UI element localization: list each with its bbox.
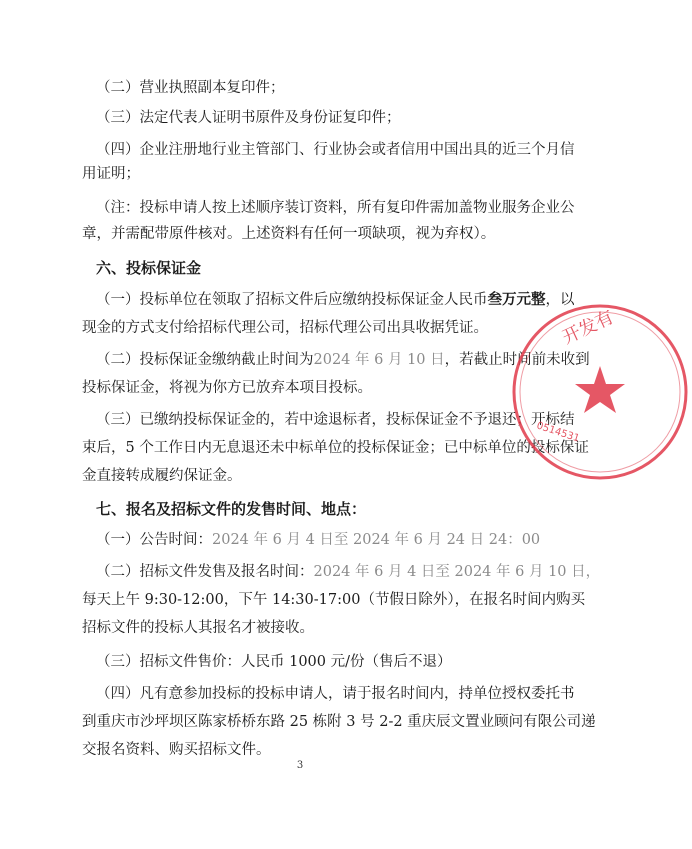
item-credit-certificate: （四）企业注册地行业主管部门、行业协会或者信用中国出具的近三个月信 [96,142,575,158]
deposit-item-2-text: （二）投标保证金缴纳截止时间为 [96,352,314,368]
deposit-item-3: （三）已缴纳投标保证金的，若中途退标者，投标保证金不予退还；开标结 [96,412,575,428]
svg-text:开发有: 开发有 [559,306,618,349]
company-seal [508,300,692,484]
deposit-item-1-tail: ，以 [545,292,575,308]
deposit-amount: 叁万元整 [487,291,546,308]
item-credit-certificate-cont: 用证明； [82,166,140,182]
sale-time-label: （二）招标文件发售及报名时间： [96,564,314,580]
deposit-item-3-cont2: 金直接转成履约保证金。 [82,468,242,484]
registration-item-2 [96,562,600,582]
item-legal-rep-certificate: （三）法定代表人证明书原件及身份证复印件； [96,110,401,126]
deposit-item-1-cont: 现金的方式支付给招标代理公司，招标代理公司出具收据凭证。 [82,320,488,336]
note-text-cont: 章，并需配带原件核对。上述资料有任何一项缺项，视为弃权）。 [82,226,496,242]
deposit-item-2-tail: ，若截止时间前未收到 [444,352,590,368]
deposit-item-2-cont: 投标保证金，将视为你方已放弃本项目投标。 [82,380,372,396]
registration-item-3: （三）招标文件售价：人民币 1000 元/份（售后不退） [96,654,452,670]
sale-time-value: 2024 年 6 月 4 日至 2024 年 6 月 10 日， [313,564,601,580]
registration-item-4-cont: 到重庆市沙坪坝区陈家桥桥东路 25 栋附 3 号 2-2 重庆辰文置业顾问有限公司递 [82,714,596,730]
deposit-item-1-text: （一）投标单位在领取了招标文件后应缴纳投标保证金人民币 [96,292,488,308]
deposit-deadline-date: 2024 年 6 月 10 日 [313,352,445,368]
note-text: （注：投标申请人按上述顺序装订资料，所有复印件需加盖物业服务企业公 [96,200,575,216]
deposit-item-3-cont: 束后，5 个工作日内无息退还未中标单位的投标保证金；已中标单位的投标保证 [82,440,589,456]
registration-item-2-cont: 每天上午 9:30-12:00，下午 14:30-17:00（节假日除外），在报名时间内购买 [82,592,586,608]
announce-time-label: （一）公告时间： [96,532,212,548]
section-heading-registration: 七、报名及招标文件的发售时间、地点： [96,500,367,518]
registration-item-2-cont2: 招标文件的投标人其报名才被接收。 [82,620,314,636]
section-heading-deposit: 六、投标保证金 [96,259,202,277]
registration-item-1 [96,530,540,550]
announce-time-value: 2024 年 6 月 4 日至 2024 年 6 月 24 日 24：00 [212,532,541,548]
item-business-license: （二）营业执照副本复印件； [96,80,285,96]
svg-text:0514531: 0514531 [535,420,581,445]
page-number: 3 [296,760,304,771]
deposit-item-1 [96,290,575,310]
registration-item-4: （四）凡有意参加投标的投标申请人，请于报名时间内，持单位授权委托书 [96,686,575,702]
registration-item-4-cont2: 交报名资料、购买招标文件。 [82,742,271,758]
